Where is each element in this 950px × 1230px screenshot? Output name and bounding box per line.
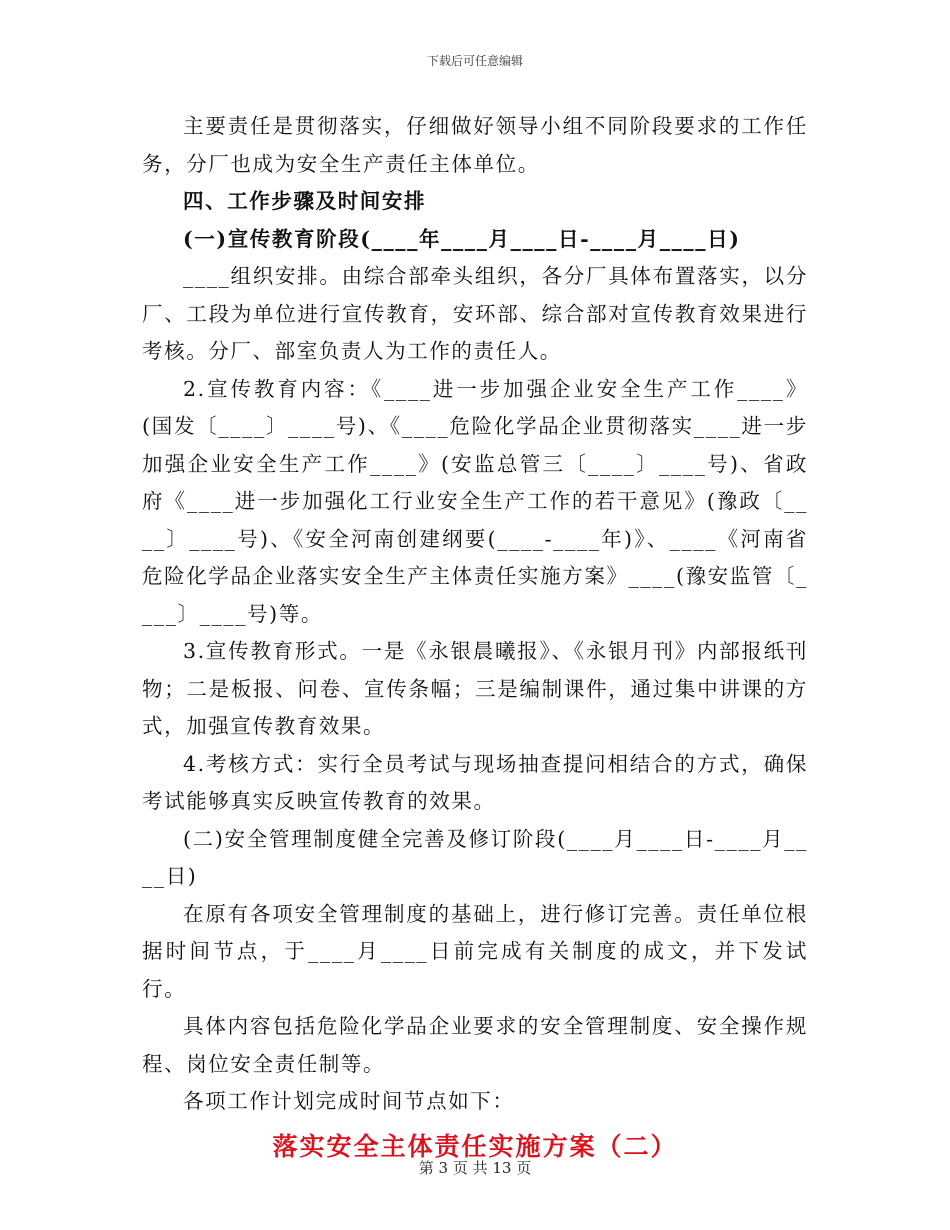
paragraph-responsibility: 主要责任是贯彻落实，仔细做好领导小组不同阶段要求的工作任务，分厂也成为安全生产责任主体单位。 — [142, 114, 808, 176]
paragraph-organization: ____组织安排。由综合部牵头组织，各分厂具体布置落实，以分厂、工段为单位进行宣传教育，安环部、综合部对宣传教育效果进行考核。分厂、部室负责人为工作的责任人。 — [142, 264, 808, 363]
subsection-heading-education: (一)宣传教育阶段(____年____月____日-____月____日) — [183, 226, 741, 251]
page-header-note: 下载后可任意编辑 — [426, 54, 523, 68]
document-title-red: 落实安全主体责任实施方案（二） — [272, 1131, 678, 1161]
subsection-heading-management: (二)安全管理制度健全完善及修订阶段(____月____日-____月____日) — [142, 826, 808, 888]
paragraph-schedule-intro: 各项工作计划完成时间节点如下： — [183, 1089, 515, 1113]
section-heading-steps: 四、工作步骤及时间安排 — [183, 189, 427, 213]
paragraph-assessment: 4.考核方式：实行全员考试与现场抽查提问相结合的方式，确保考试能够真实反映宣传教育的效果。 — [142, 751, 808, 813]
paragraph-education-content: 2.宣传教育内容：《____进一步加强企业安全生产工作____》(国发〔____〕____号)、《____危险化学品企业贯彻落实____进一步加强企业安全生产工作____》(安监总管三〔____〕____号)、省政府《____进一步加强化工行业安全生产工作的若干意见》(豫政〔____〕____号)、《安全河南创建纲要(____-____年)》、____《河南省危险化学品企业落实安全生产主体责任实施方案》____(豫安监管〔____〕____号)等。 — [142, 376, 808, 626]
paragraph-revision: 在原有各项安全管理制度的基础上，进行修订完善。责任单位根据时间节点，于____月____日前完成有关制度的成文，并下发试行。 — [142, 901, 808, 1001]
document-body — [142, 108, 808, 1167]
page-footer: 第 3 页 共 13 页 — [418, 1159, 532, 1177]
paragraph-education-form: 3.宣传教育形式。一是《永银晨曦报》、《永银月刊》内部报纸刊物；二是板报、问卷、宣传条幅；三是编制课件，通过集中讲课的方式，加强宣传教育效果。 — [142, 639, 808, 738]
paragraph-details: 具体内容包括危险化学品企业要求的安全管理制度、安全操作规程、岗位安全责任制等。 — [142, 1014, 808, 1076]
